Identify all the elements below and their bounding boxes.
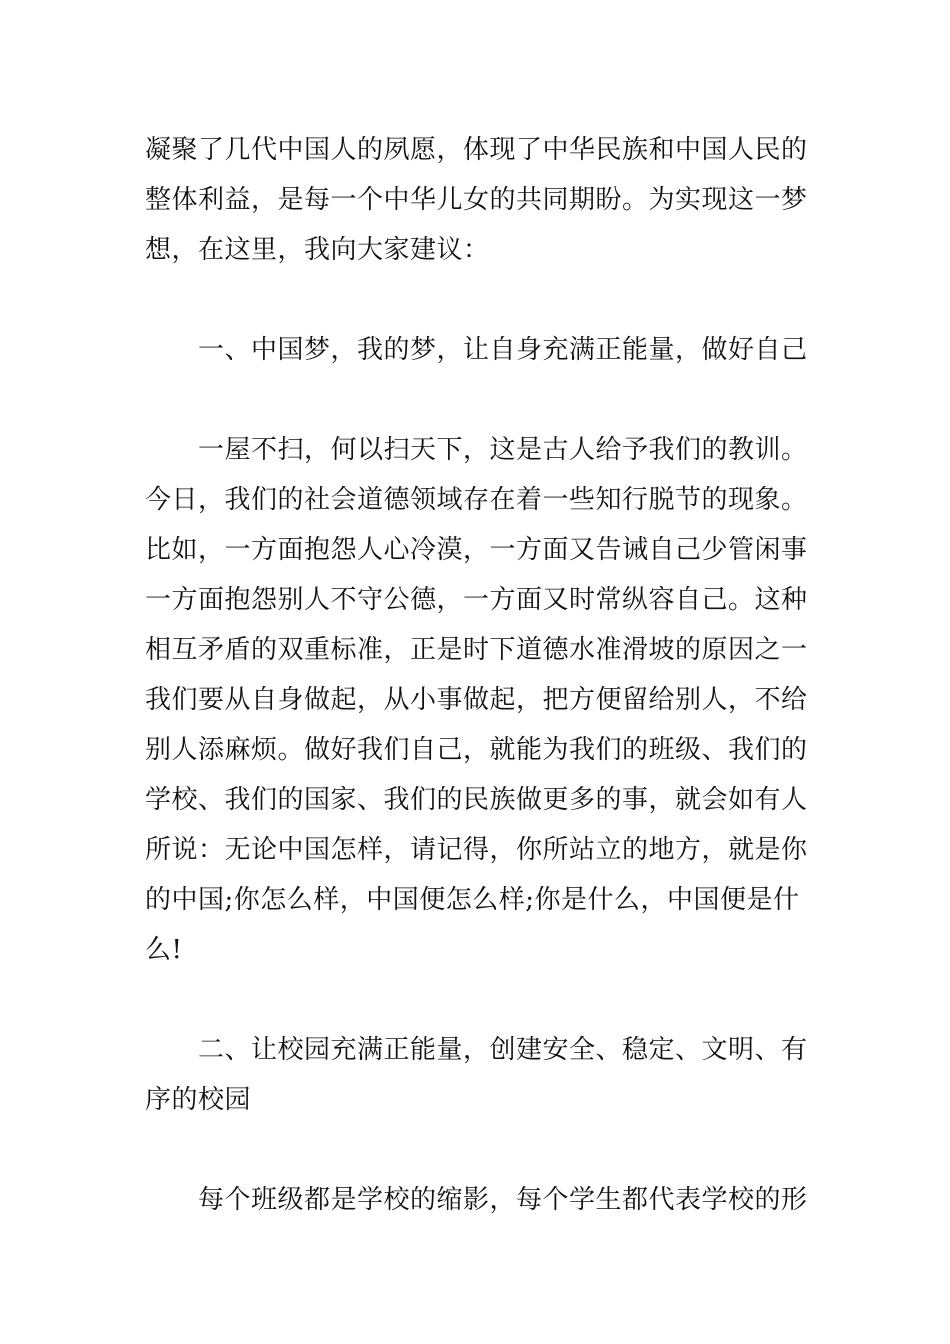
section-heading: 序的校园 [145,1085,252,1115]
paragraph-line: 一方面抱怨别人不守公德，一方面又时常纵容自己。这种 [145,585,808,615]
paragraph-line: 今日，我们的社会道德领域存在着一些知行脱节的现象。 [145,485,808,515]
paragraph-line: 我们要从自身做起，从小事做起，把方便留给别人，不给 [145,685,808,715]
paragraph-line: 学校、我们的国家、我们的民族做更多的事，就会如有人 [145,785,808,815]
paragraph-line: 所说：无论中国怎样，请记得，你所站立的地方，就是你 [145,835,808,865]
paragraph-line: 相互矛盾的双重标准，正是时下道德水准滑坡的原因之一 [145,635,808,665]
paragraph-line: 凝聚了几代中国人的夙愿，体现了中华民族和中国人民的 [145,135,808,165]
paragraph-line: 别人添麻烦。做好我们自己，就能为我们的班级、我们的 [145,735,808,765]
paragraph-line: 整体利益，是每一个中华儿女的共同期盼。为实现这一梦 [145,185,808,215]
paragraph-line: 想，在这里，我向大家建议： [145,235,490,265]
section-heading: 一、中国梦，我的梦，让自身充满正能量，做好自己 [198,335,808,365]
paragraph-line: 比如，一方面抱怨人心冷漠，一方面又告诫自己少管闲事 [145,535,808,565]
paragraph-line: 一屋不扫，何以扫天下，这是古人给予我们的教训。 [198,435,808,465]
section-heading: 二、让校园充满正能量，创建安全、稳定、文明、有 [198,1035,808,1065]
paragraph-line: 的中国;你怎么样，中国便怎么样;你是什么，中国便是什 [145,885,800,915]
paragraph-line: 么! [145,935,183,965]
paragraph-line: 每个班级都是学校的缩影，每个学生都代表学校的形 [198,1185,808,1215]
